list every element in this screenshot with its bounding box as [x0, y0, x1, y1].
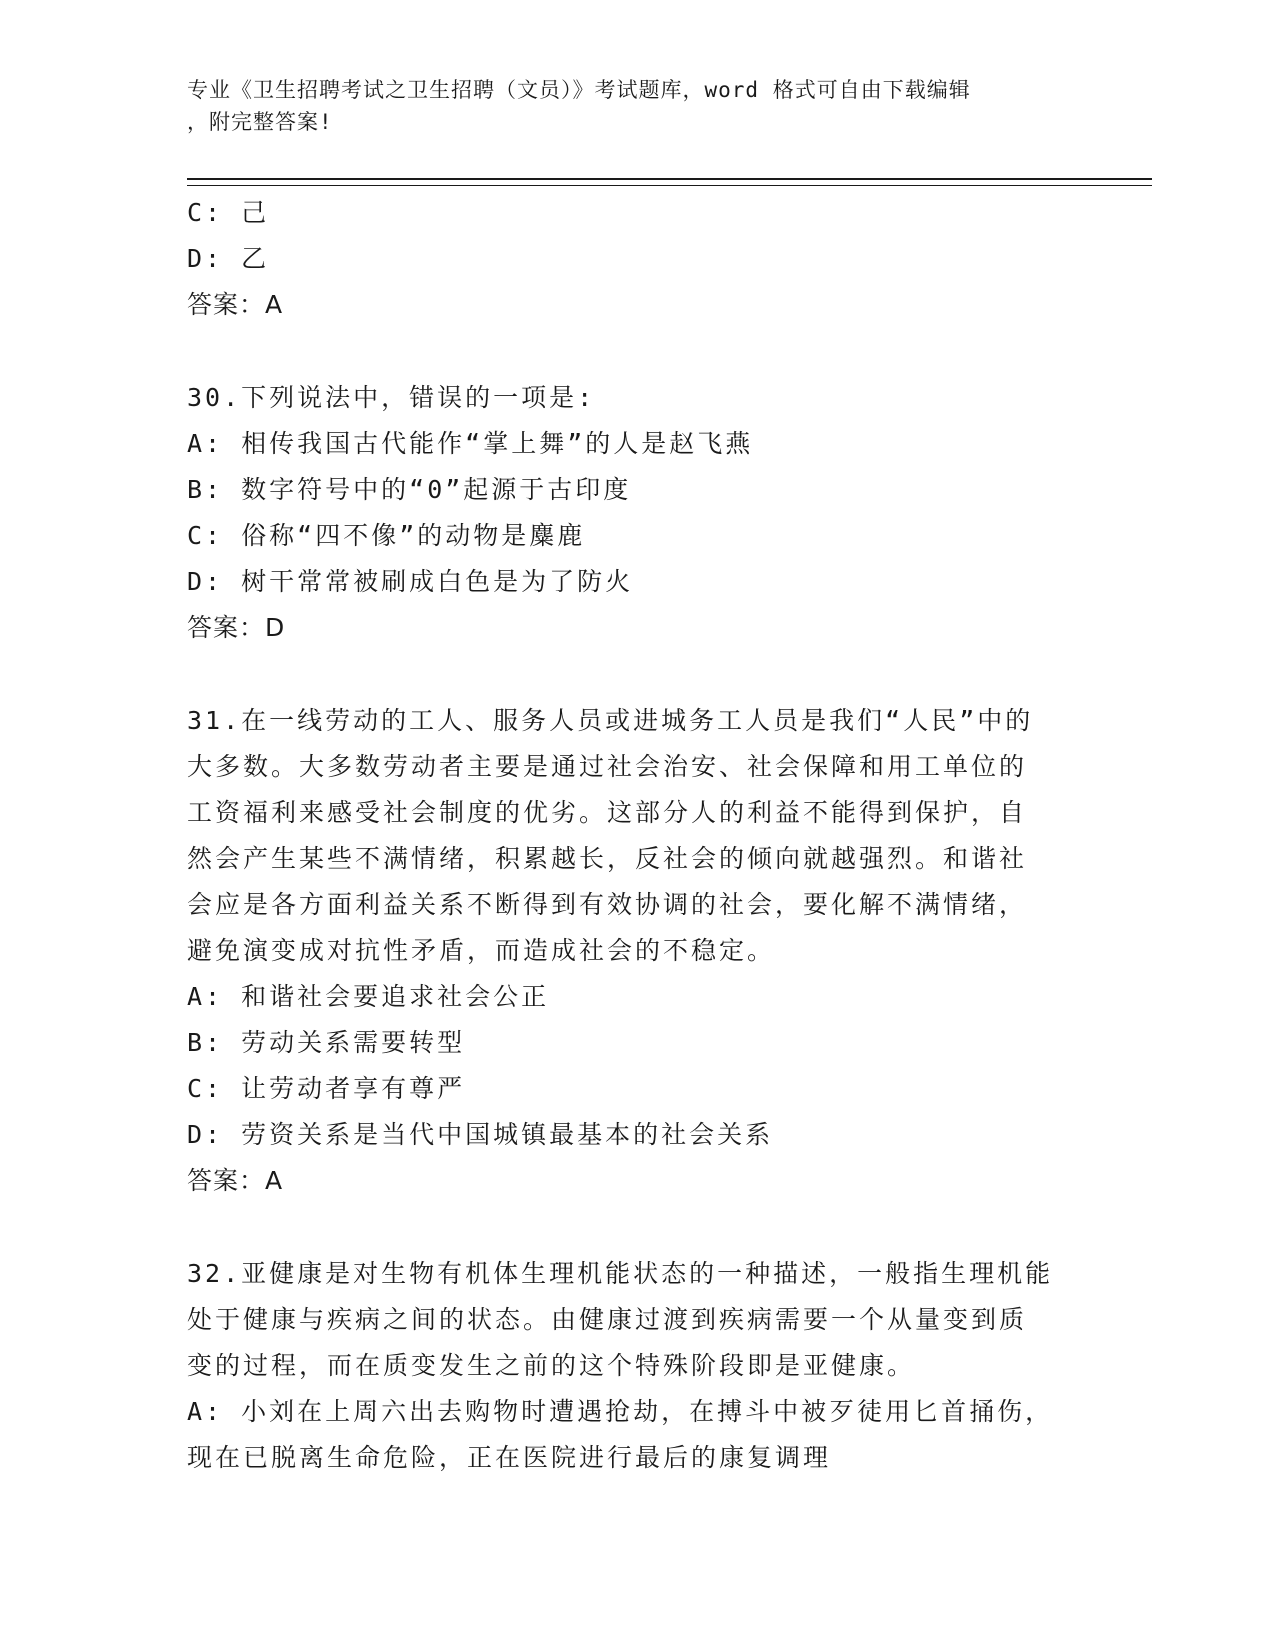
question-29	[187, 190, 1087, 328]
stem-line: 工资福利来感受社会制度的优劣。这部分人的利益不能得到保护，自	[187, 798, 1028, 827]
answer-label: 答案：A	[187, 290, 284, 319]
stem-line: 大多数。大多数劳动者主要是通过社会治安、社会保障和用工单位的	[187, 752, 1028, 781]
question-31	[187, 698, 1087, 1204]
header-divider	[187, 178, 1152, 186]
option-d: D: 乙	[187, 244, 270, 273]
option-d: D: 劳资关系是当代中国城镇最基本的社会关系	[187, 1120, 774, 1149]
header-line-1: 专业《卫生招聘考试之卫生招聘（文员）》考试题库，word 格式可自由下载编辑	[187, 78, 971, 102]
stem-line: 然会产生某些不满情绪，积累越长，反社会的倾向就越强烈。和谐社	[187, 844, 1028, 873]
question-stem: 30.下列说法中，错误的一项是:	[187, 383, 596, 412]
answer-label: 答案：A	[187, 1166, 284, 1195]
option-a: A: 小刘在上周六出去购物时遭遇抢劫，在搏斗中被歹徒用匕首捅伤，	[187, 1397, 1054, 1426]
answer-label: 答案：D	[187, 613, 286, 642]
stem-line: 处于健康与疾病之间的状态。由健康过渡到疾病需要一个从量变到质	[187, 1305, 1028, 1334]
question-32	[187, 1251, 1087, 1481]
stem-line: 会应是各方面利益关系不断得到有效协调的社会，要化解不满情绪，	[187, 890, 1028, 919]
option-b: B: 数字符号中的“0”起源于古印度	[187, 475, 632, 504]
option-a-continued: 现在已脱离生命危险，正在医院进行最后的康复调理	[187, 1443, 832, 1472]
option-a: A: 相传我国古代能作“掌上舞”的人是赵飞燕	[187, 429, 754, 458]
stem-line: 31.在一线劳动的工人、服务人员或进城务工人员是我们“人民”中的	[187, 706, 1034, 735]
spacer	[187, 328, 1087, 375]
stem-line: 32.亚健康是对生物有机体生理机能状态的一种描述，一般指生理机能	[187, 1259, 1054, 1288]
question-stem	[187, 698, 1087, 974]
question-stem	[187, 1251, 1087, 1389]
spacer	[187, 651, 1087, 698]
stem-line: 变的过程，而在质变发生之前的这个特殊阶段即是亚健康。	[187, 1351, 916, 1380]
option-c: C: 己	[187, 198, 270, 227]
option-c: C: 俗称“四不像”的动物是麋鹿	[187, 521, 586, 550]
question-30	[187, 375, 1087, 651]
option-d: D: 树干常常被刷成白色是为了防火	[187, 567, 634, 596]
page-header	[187, 74, 1087, 138]
stem-line: 避免演变成对抗性矛盾，而造成社会的不稳定。	[187, 936, 776, 965]
option-c: C: 让劳动者享有尊严	[187, 1074, 466, 1103]
spacer	[187, 1204, 1087, 1251]
question-list	[187, 190, 1087, 1481]
option-b: B: 劳动关系需要转型	[187, 1028, 466, 1057]
header-line-2: ，附完整答案!	[187, 110, 333, 134]
option-a: A: 和谐社会要追求社会公正	[187, 982, 550, 1011]
